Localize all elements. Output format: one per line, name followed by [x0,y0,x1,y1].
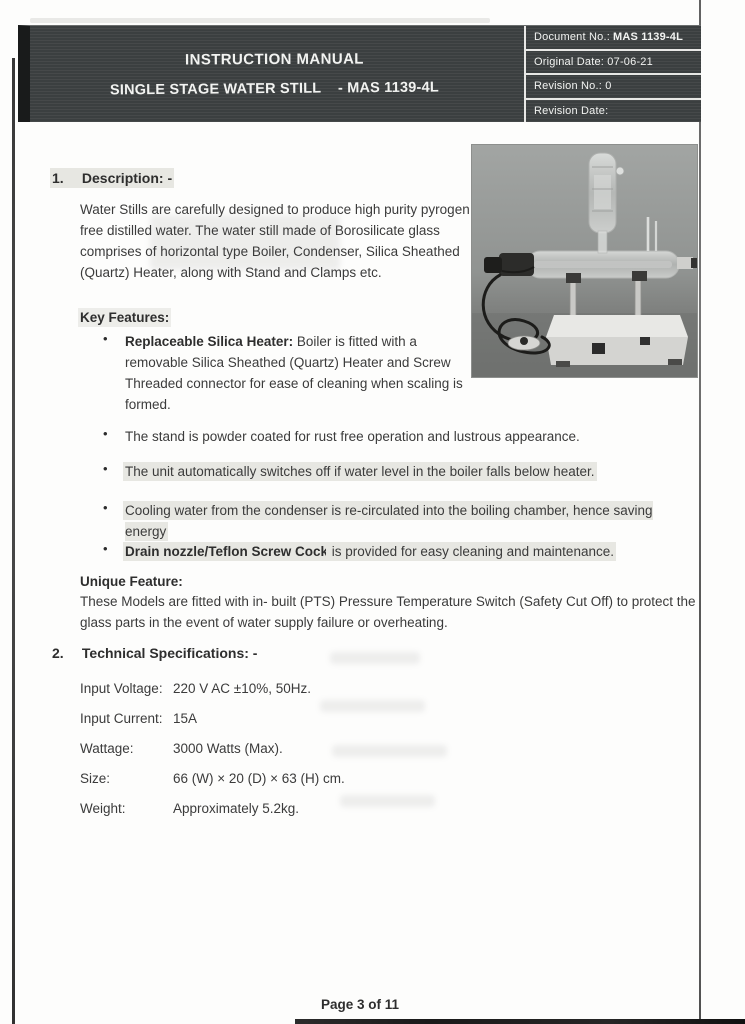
water-still-illustration [472,145,697,377]
bullet-drain-nozzle [103,541,614,562]
document-header [18,25,701,122]
specifications-table [80,678,500,828]
spec-value: Approximately 5.2kg. [173,801,300,816]
key-features-label: Key Features: [80,310,170,325]
spec-label: Wattage: [80,741,134,756]
spec-value: 15A [173,711,198,726]
revision-date-label: Revision Date: [534,104,609,117]
bullet-bold-lead: Drain nozzle/Teflon Screw Cock [125,544,329,559]
specifications-heading [52,645,257,661]
bullet-cooling-water-recirculated [103,500,697,542]
bullet-powder-coated-stand [103,426,580,447]
revision-number-label: Revision No.: 0 [534,80,612,93]
revision-number-row [526,75,701,100]
manual-title: INSTRUCTION MANUAL [184,50,364,69]
bullet-rest: Boiler is fitted with a removable Silica Sheathed (Quartz) Heater and Screw Threaded connector for ease of cleaning when scaling is formed. [125,334,463,412]
description-heading-label: Description: - [81,170,173,186]
bullet-text [125,331,470,415]
spec-row-input-voltage [80,678,500,699]
bullet-marker: • [103,541,108,556]
scan-edge-left [12,58,15,1024]
header-titles [30,26,524,122]
description-paragraph: Water Stills are carefully designed to produce high purity pyrogen free distilled water. The water still made of Borosilicate glass comprises of horizontal type Boiler, Condenser, Silica Sheathed (Quartz) Heater, along with Stand and Clamps etc. [80,202,470,280]
scan-edge-right [699,0,701,1024]
unique-feature-heading: Unique Feature: [80,574,183,589]
bullet-marker: • [103,331,108,346]
spec-label: Weight: [80,801,126,816]
spec-label: Size: [80,771,111,786]
bullet-rest: The stand is powder coated for rust free operation and lustrous appearance. [125,429,580,444]
spec-row-size [80,768,500,789]
description-section-number: 1. [52,170,78,186]
spec-row-weight [80,798,500,819]
revision-date-row [526,100,701,123]
document-number-value: MAS 1139-4L [612,31,684,44]
original-date-row [526,51,701,76]
spec-row-input-current [80,708,500,729]
bullet-rest: is provided for easy cleaning and maintenance. [328,544,614,559]
bullet-text [125,426,580,447]
scan-edge-bottom [295,1019,745,1024]
water-still-photo [472,145,697,377]
bullet-rest: Cooling water from the condenser is re-circulated into the boiling chamber, hence saving energy [125,503,653,539]
key-features-heading [80,307,169,328]
bullet-text [125,500,697,542]
bullet-text [125,541,614,562]
bullet-replaceable-silica-heater [103,331,470,415]
specifications-section-number: 2. [52,645,64,661]
specifications-heading-label: Technical Specifications: - [81,645,258,661]
product-title: SINGLE STAGE WATER STILL - MAS 1139-4L [109,79,439,99]
document-number-label: Document No.: [534,31,610,44]
bullet-marker: • [103,426,108,441]
description-heading [52,170,172,186]
spec-row-wattage [80,738,500,759]
original-date-label: Original Date: 07-06-21 [534,55,653,68]
page-number-footer: Page 3 of 11 [320,997,400,1012]
scan-edge-top [30,18,490,23]
bleed-through-artifact [330,652,420,664]
spec-value: 3000 Watts (Max). [173,741,283,756]
document-control-table [524,26,701,122]
bullet-auto-switch-off [103,461,595,482]
spec-value: 66 (W) × 20 (D) × 63 (H) cm. [173,771,345,786]
bullet-rest: The unit automatically switches off if water level in the boiler falls below heater. [125,464,595,479]
bullet-marker: • [103,500,108,515]
document-number-row [526,26,701,51]
spec-label: Input Current: [80,711,163,726]
bullet-marker: • [103,461,108,476]
bullet-bold-lead: Replaceable Silica Heater: [125,334,294,349]
unique-feature-paragraph: These Models are fitted with in- built (PTS) Pressure Temperature Switch (Safety Cut Off) to protect the glass parts in the event of water supply failure or overheating. [80,594,696,630]
spec-label: Input Voltage: [80,681,163,696]
spec-value: 220 V AC ±10%, 50Hz. [173,681,311,696]
bullet-text [125,461,595,482]
